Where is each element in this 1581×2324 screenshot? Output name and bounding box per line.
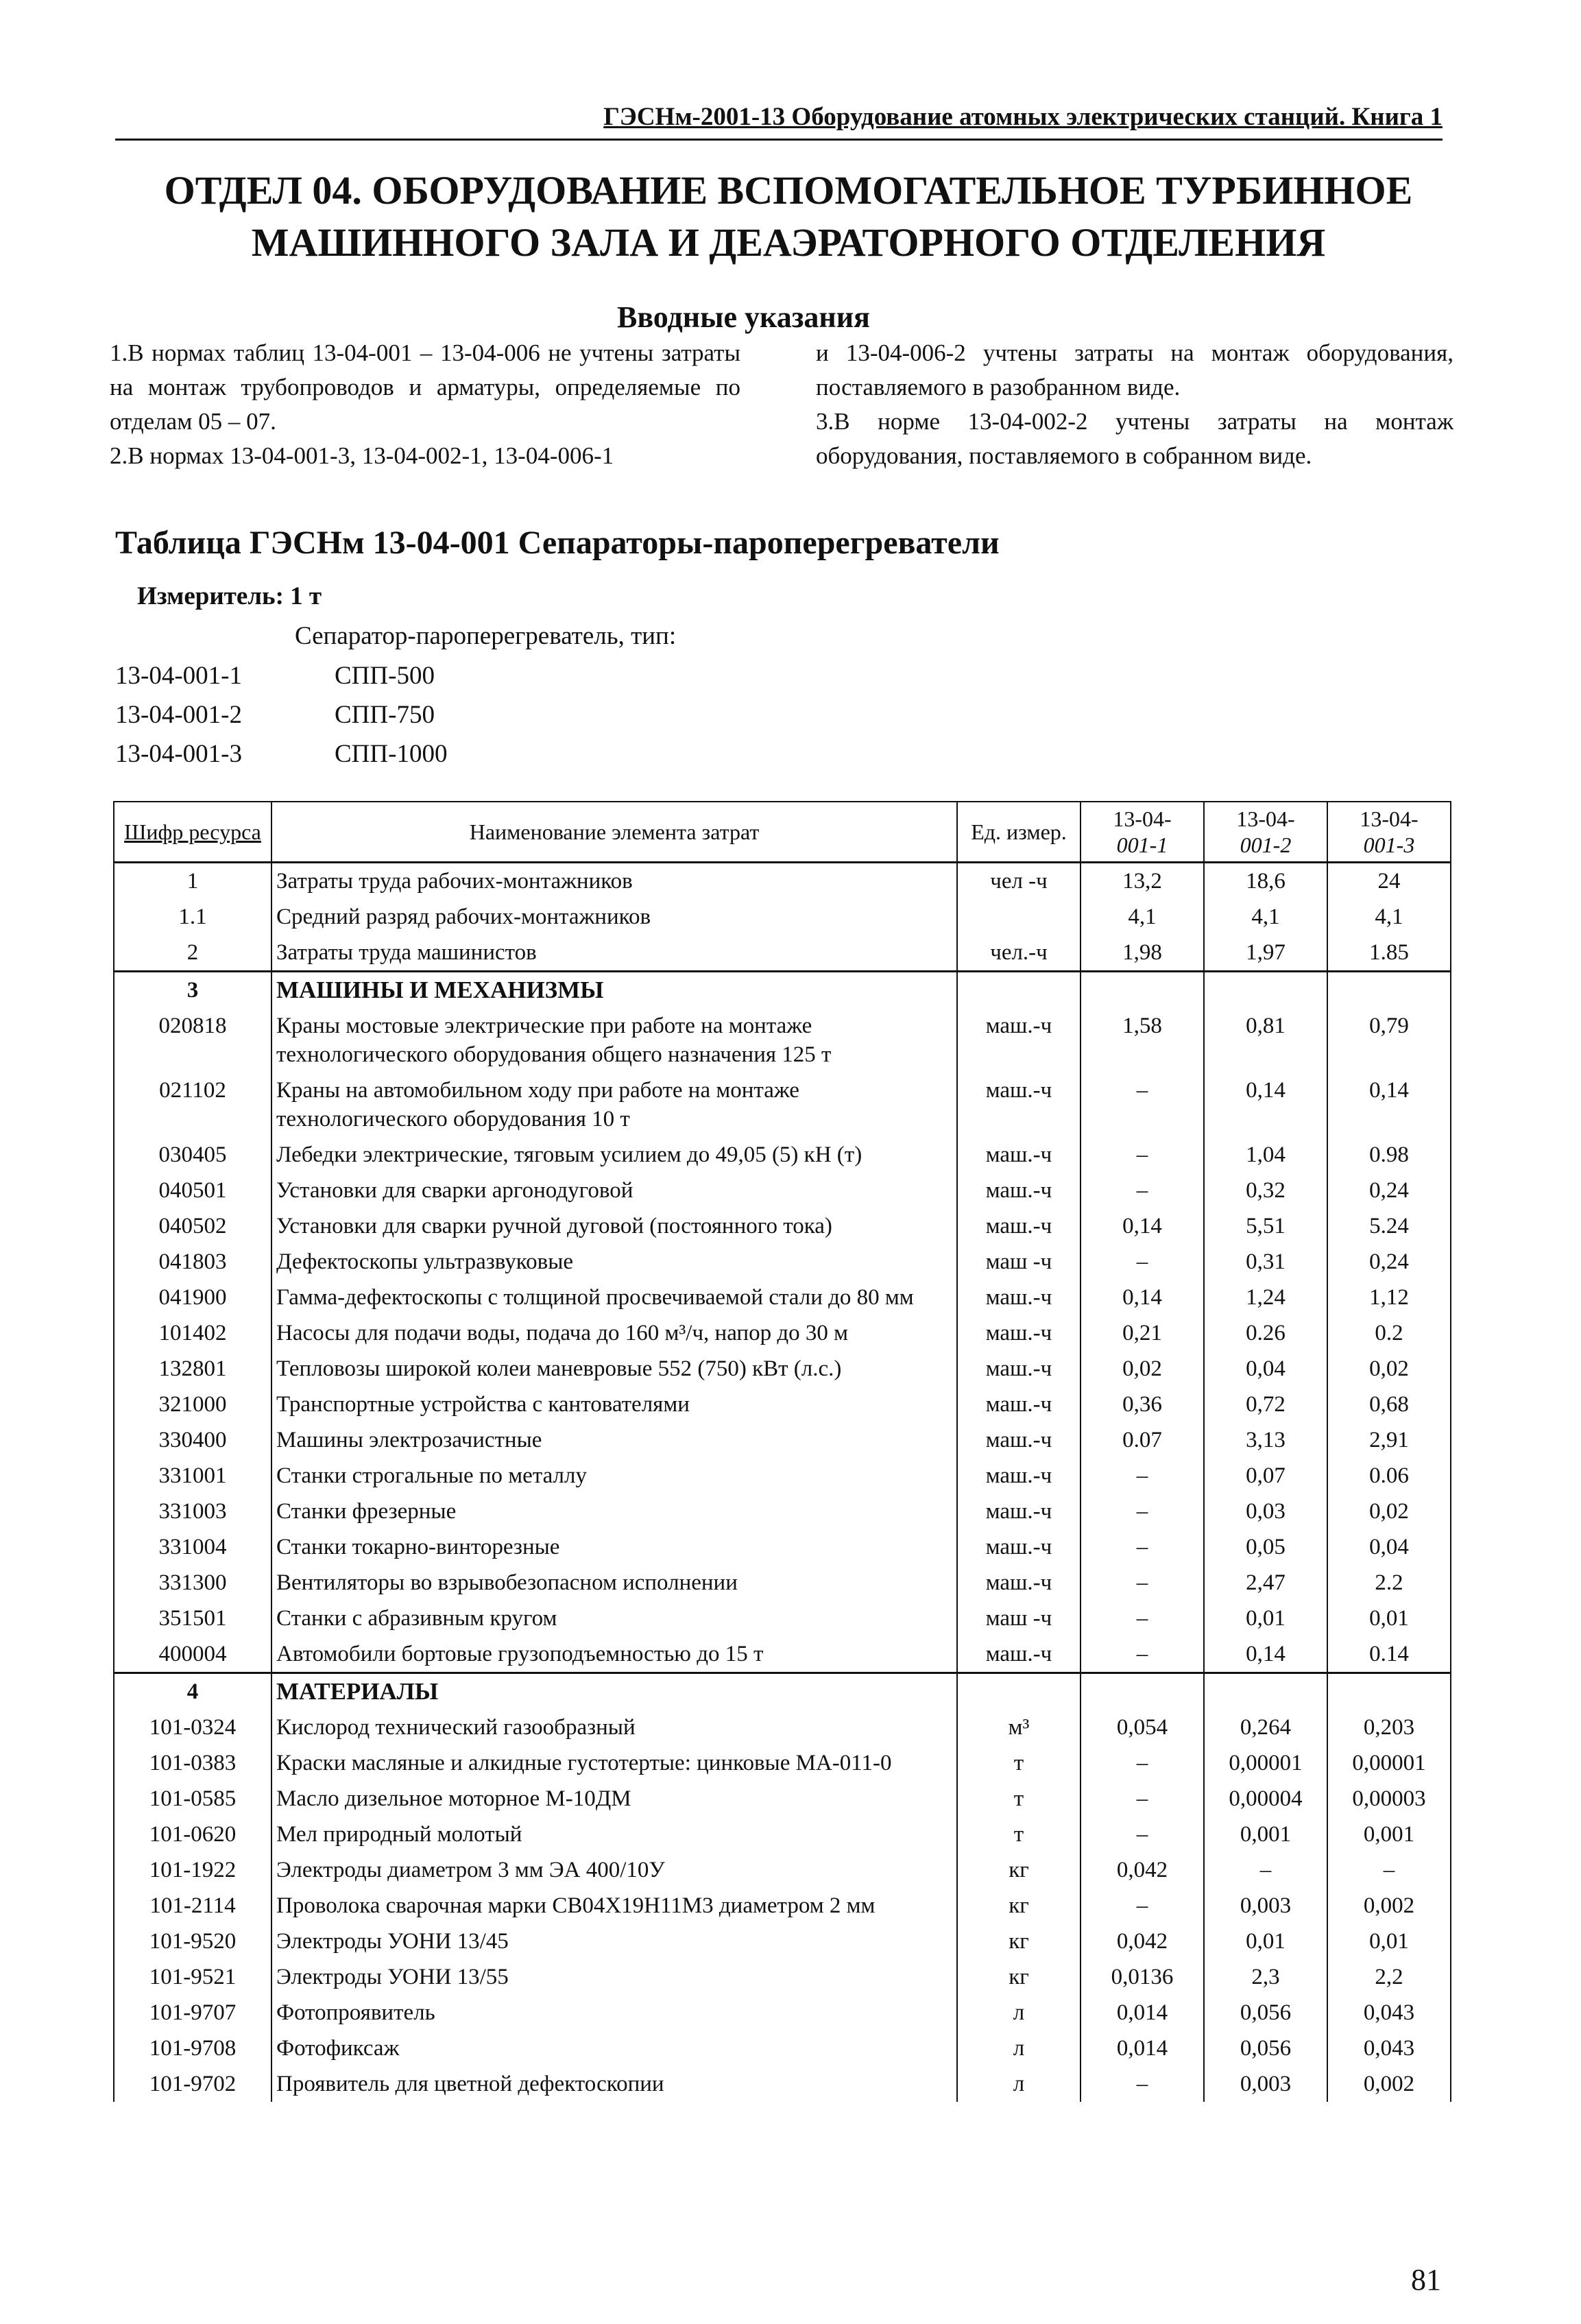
norm-2-value-cell: 0,07	[1204, 1458, 1327, 1494]
norm-3-value-cell: 0.2	[1327, 1315, 1451, 1351]
norm-1-value-cell: –	[1081, 1494, 1204, 1529]
table-row	[114, 1924, 1451, 1959]
cost-element-cell: Проволока сварочная марки СВ04Х19Н11М3 диаметром 2 мм	[271, 1888, 957, 1924]
norm-1-value-cell: 13,2	[1081, 863, 1204, 900]
norm-1-value-cell: –	[1081, 1529, 1204, 1565]
variant-row	[115, 695, 447, 734]
norm-2-value-cell: 1,24	[1204, 1280, 1327, 1315]
norm-1-value-cell: –	[1081, 1636, 1204, 1673]
table-row	[114, 2066, 1451, 2102]
header-resource-code: Шифр ресурса	[114, 802, 271, 863]
unit-cell: кг	[957, 1924, 1081, 1959]
table-row	[114, 1073, 1451, 1137]
cost-element-cell: Затраты труда машинистов	[271, 935, 957, 972]
cost-element-cell: Фотофиксаж	[271, 2030, 957, 2066]
cost-element-cell: Средний разряд рабочих-монтажников	[271, 899, 957, 935]
unit-cell: маш.-ч	[957, 1208, 1081, 1244]
norm-2-value-cell: 0,14	[1204, 1636, 1327, 1673]
norm-3-value-cell: 0,04	[1327, 1529, 1451, 1565]
resource-code-cell: 101-9707	[114, 1995, 271, 2030]
norm-3-value-cell: 0,02	[1327, 1351, 1451, 1387]
norm-1-value-cell: –	[1081, 1601, 1204, 1636]
intro-paragraph: 1.В нормах таблиц 13-04-001 – 13-04-006 не учтены затраты на монтаж трубопроводов и арматуры, определяемые по отделам 05 – 07.	[110, 339, 740, 435]
cost-element-cell: Краны на автомобильном ходу при работе на монтаже технологического оборудования 10 т	[271, 1073, 957, 1137]
table-row	[114, 1494, 1451, 1529]
norm-2-value-cell: 0,001	[1204, 1817, 1327, 1852]
section-row	[114, 1673, 1451, 1710]
table-header-row	[114, 802, 1451, 863]
norm-1-value-cell: 0,014	[1081, 2030, 1204, 2066]
norm-2-value-cell: 4,1	[1204, 899, 1327, 935]
resource-code-cell: 400004	[114, 1636, 271, 1673]
norm-3-value-cell: 0.98	[1327, 1137, 1451, 1173]
norm-3-value-cell: 0,79	[1327, 1008, 1451, 1073]
cost-element-cell: Гамма-дефектоскопы с толщиной просвечиваемой стали до 80 мм	[271, 1280, 957, 1315]
cost-element-cell: Дефектоскопы ультразвуковые	[271, 1244, 957, 1280]
cost-element-cell: Установки для сварки ручной дуговой (постоянного тока)	[271, 1208, 957, 1244]
table-row	[114, 1315, 1451, 1351]
norm-2-value-cell: 0.26	[1204, 1315, 1327, 1351]
norm-3-value-cell: 2,2	[1327, 1959, 1451, 1995]
norm-2-value-cell: 0,03	[1204, 1494, 1327, 1529]
variant-type-label: Сепаратор-пароперегреватель, тип:	[295, 622, 677, 650]
resource-code-cell: 330400	[114, 1422, 271, 1458]
resource-code-cell: 041803	[114, 1244, 271, 1280]
resource-code-cell: 020818	[114, 1008, 271, 1073]
unit-cell	[957, 899, 1081, 935]
variant-code: 13-04-001-3	[115, 740, 242, 768]
norm-1-value-cell: 0,36	[1081, 1387, 1204, 1422]
table-row	[114, 863, 1451, 900]
section-title-line-2: МАШИННОГО ЗАЛА И ДЕАЭРАТОРНОГО ОТДЕЛЕНИЯ	[251, 220, 1326, 265]
resource-code-cell: 040501	[114, 1173, 271, 1208]
norm-1-value-cell	[1081, 972, 1204, 1009]
cost-element-cell: Электроды УОНИ 13/55	[271, 1959, 957, 1995]
unit-cell: л	[957, 2066, 1081, 2102]
resource-norms-table	[113, 801, 1451, 2102]
variant-name: СПП-1000	[335, 740, 448, 768]
table-row	[114, 1280, 1451, 1315]
intro-heading: Вводные указания	[617, 300, 870, 334]
intro-paragraph: и 13-04-006-2 учтены затраты на монтаж оборудования, поставляемого в разобранном виде.	[816, 339, 1453, 400]
norm-1-value-cell: –	[1081, 1888, 1204, 1924]
cost-element-cell: Электроды УОНИ 13/45	[271, 1924, 957, 1959]
norm-2-value-cell: 0,72	[1204, 1387, 1327, 1422]
norm-2-value-cell: 1,04	[1204, 1137, 1327, 1173]
norm-3-value-cell: 0,01	[1327, 1601, 1451, 1636]
table-row	[114, 1636, 1451, 1673]
resource-code-cell: 101-0620	[114, 1817, 271, 1852]
cost-element-cell: Масло дизельное моторное М-10ДМ	[271, 1781, 957, 1817]
unit-cell: кг	[957, 1888, 1081, 1924]
variant-code: 13-04-001-2	[115, 701, 242, 729]
table-row	[114, 1458, 1451, 1494]
table-row	[114, 1529, 1451, 1565]
header-cost-element: Наименование элемента затрат	[271, 802, 957, 863]
norm-2-value-cell: 3,13	[1204, 1422, 1327, 1458]
variant-name: СПП-750	[335, 701, 435, 729]
unit-cell: маш.-ч	[957, 1137, 1081, 1173]
norm-1-value-cell: –	[1081, 1137, 1204, 1173]
header-norm-2-top: 13-04-	[1236, 806, 1295, 831]
norm-3-value-cell: 0,00003	[1327, 1781, 1451, 1817]
norm-1-value-cell: 0,14	[1081, 1208, 1204, 1244]
unit-cell: маш -ч	[957, 1601, 1081, 1636]
norm-2-value-cell	[1204, 972, 1327, 1009]
resource-code-cell: 1	[114, 863, 271, 900]
norm-2-value-cell: 0,264	[1204, 1710, 1327, 1745]
header-norm-3	[1327, 802, 1451, 863]
unit-cell: маш -ч	[957, 1244, 1081, 1280]
norm-1-value-cell: 1,58	[1081, 1008, 1204, 1073]
norm-1-value-cell: 0,042	[1081, 1852, 1204, 1888]
intro-right-column	[816, 336, 1453, 473]
norm-3-value-cell: 0.06	[1327, 1458, 1451, 1494]
unit-cell: маш.-ч	[957, 1008, 1081, 1073]
norm-1-value-cell: –	[1081, 2066, 1204, 2102]
unit-cell: т	[957, 1781, 1081, 1817]
header-norm-2	[1204, 802, 1327, 863]
norm-2-value-cell: 0,81	[1204, 1008, 1327, 1073]
table-row	[114, 1565, 1451, 1601]
table-row	[114, 935, 1451, 972]
norm-3-value-cell: 0.14	[1327, 1636, 1451, 1673]
norm-1-value-cell: 0,042	[1081, 1924, 1204, 1959]
cost-element-cell: Станки токарно-винторезные	[271, 1529, 957, 1565]
norm-1-value-cell: 4,1	[1081, 899, 1204, 935]
table-row	[114, 1173, 1451, 1208]
norm-2-value-cell: 0,31	[1204, 1244, 1327, 1280]
cost-element-cell: Тепловозы широкой колеи маневровые 552 (750) кВт (л.с.)	[271, 1351, 957, 1387]
resource-code-cell: 040502	[114, 1208, 271, 1244]
cost-element-cell: Краны мостовые электрические при работе на монтаже технологического оборудования общего назначения 125 т	[271, 1008, 957, 1073]
norm-2-value-cell: 0,003	[1204, 1888, 1327, 1924]
unit-cell: кг	[957, 1852, 1081, 1888]
table-title: Таблица ГЭСНм 13-04-001 Сепараторы-пароперегреватели	[115, 525, 1000, 561]
norm-2-value-cell: 2,3	[1204, 1959, 1327, 1995]
unit-cell: чел -ч	[957, 863, 1081, 900]
resource-code-cell: 1.1	[114, 899, 271, 935]
resource-code-cell: 351501	[114, 1601, 271, 1636]
table-row	[114, 1244, 1451, 1280]
variant-name: СПП-500	[335, 662, 435, 690]
norm-3-value-cell: 2,91	[1327, 1422, 1451, 1458]
cost-element-cell: Вентиляторы во взрывобезопасном исполнении	[271, 1565, 957, 1601]
table-row	[114, 1995, 1451, 2030]
cost-element-cell: МАТЕРИАЛЫ	[271, 1673, 957, 1710]
resource-code-cell: 101-0324	[114, 1710, 271, 1745]
unit-cell: маш.-ч	[957, 1073, 1081, 1137]
resource-code-cell: 321000	[114, 1387, 271, 1422]
norm-2-value-cell	[1204, 1673, 1327, 1710]
norm-3-value-cell: 0,14	[1327, 1073, 1451, 1137]
norm-2-value-cell: 0,00004	[1204, 1781, 1327, 1817]
norm-1-value-cell: –	[1081, 1565, 1204, 1601]
variant-list	[115, 656, 447, 774]
resource-code-cell: 101-9520	[114, 1924, 271, 1959]
norm-1-value-cell: 1,98	[1081, 935, 1204, 972]
cost-element-cell: Кислород технический газообразный	[271, 1710, 957, 1745]
cost-element-cell: Транспортные устройства с кантователями	[271, 1387, 957, 1422]
resource-code-cell: 101-9521	[114, 1959, 271, 1995]
norm-3-value-cell: 0,24	[1327, 1173, 1451, 1208]
norm-3-value-cell: 24	[1327, 863, 1451, 900]
norm-2-value-cell: 5,51	[1204, 1208, 1327, 1244]
table-row	[114, 1387, 1451, 1422]
section-title	[89, 165, 1488, 269]
unit-cell: маш.-ч	[957, 1351, 1081, 1387]
norm-3-value-cell	[1327, 972, 1451, 1009]
table-row	[114, 1137, 1451, 1173]
norm-1-value-cell: 0,21	[1081, 1315, 1204, 1351]
norm-1-value-cell: 0,054	[1081, 1710, 1204, 1745]
resource-code-cell: 3	[114, 972, 271, 1009]
norm-3-value-cell: 0,043	[1327, 1995, 1451, 2030]
norm-1-value-cell: 0,014	[1081, 1995, 1204, 2030]
table-row	[114, 1817, 1451, 1852]
norm-2-value-cell: 0,05	[1204, 1529, 1327, 1565]
unit-cell	[957, 972, 1081, 1009]
unit-cell: маш.-ч	[957, 1422, 1081, 1458]
table-row	[114, 1852, 1451, 1888]
cost-element-cell: Проявитель для цветной дефектоскопии	[271, 2066, 957, 2102]
header-norm-1-bottom: 001-1	[1116, 832, 1168, 857]
resource-code-cell: 331004	[114, 1529, 271, 1565]
unit-cell: чел.-ч	[957, 935, 1081, 972]
cost-element-cell: Станки фрезерные	[271, 1494, 957, 1529]
intro-paragraph: 3.В норме 13-04-002-2 учтены затраты на монтаж оборудования, поставляемого в собранном виде.	[816, 408, 1453, 469]
norm-3-value-cell: 0,01	[1327, 1924, 1451, 1959]
resource-code-cell: 331300	[114, 1565, 271, 1601]
norm-3-value-cell: 0,002	[1327, 1888, 1451, 1924]
resource-code-cell: 331003	[114, 1494, 271, 1529]
table-row	[114, 899, 1451, 935]
unit-cell: т	[957, 1817, 1081, 1852]
running-header: ГЭСНм-2001-13 Оборудование атомных электрических станций. Книга 1	[115, 96, 1443, 141]
table-body	[114, 863, 1451, 2103]
unit-cell: маш.-ч	[957, 1636, 1081, 1673]
header-norm-3-top: 13-04-	[1360, 806, 1419, 831]
cost-element-cell: Фотопроявитель	[271, 1995, 957, 2030]
header-norm-1-top: 13-04-	[1113, 806, 1172, 831]
norm-1-value-cell: 0,14	[1081, 1280, 1204, 1315]
unit-cell: маш.-ч	[957, 1529, 1081, 1565]
norm-3-value-cell: 0,203	[1327, 1710, 1451, 1745]
resource-code-cell: 101-9702	[114, 2066, 271, 2102]
unit-cell: маш.-ч	[957, 1387, 1081, 1422]
table-row	[114, 1208, 1451, 1244]
header-unit: Ед. измер.	[957, 802, 1081, 863]
header-norm-1	[1081, 802, 1204, 863]
header-norm-3-bottom: 001-3	[1363, 832, 1415, 857]
resource-code-cell: 4	[114, 1673, 271, 1710]
norm-3-value-cell: 0,001	[1327, 1817, 1451, 1852]
norm-2-value-cell: 1,97	[1204, 935, 1327, 972]
norm-1-value-cell: –	[1081, 1073, 1204, 1137]
norm-3-value-cell: 1.85	[1327, 935, 1451, 972]
norm-2-value-cell: 2,47	[1204, 1565, 1327, 1601]
resource-code-cell: 101-1922	[114, 1852, 271, 1888]
page-number: 81	[1411, 2263, 1441, 2297]
cost-element-cell: Установки для сварки аргонодуговой	[271, 1173, 957, 1208]
norm-2-value-cell: 0,04	[1204, 1351, 1327, 1387]
section-row	[114, 972, 1451, 1009]
norm-2-value-cell: 0,01	[1204, 1601, 1327, 1636]
norm-2-value-cell: 0,00001	[1204, 1745, 1327, 1781]
norm-1-value-cell: –	[1081, 1745, 1204, 1781]
unit-cell	[957, 1673, 1081, 1710]
norm-2-value-cell: 0,01	[1204, 1924, 1327, 1959]
cost-element-cell: Станки с абразивным кругом	[271, 1601, 957, 1636]
unit-cell: кг	[957, 1959, 1081, 1995]
cost-element-cell: Мел природный молотый	[271, 1817, 957, 1852]
table-row	[114, 1959, 1451, 1995]
norm-3-value-cell: –	[1327, 1852, 1451, 1888]
section-title-line-1: ОТДЕЛ 04. ОБОРУДОВАНИЕ ВСПОМОГАТЕЛЬНОЕ ТУРБИННОЕ	[164, 168, 1413, 213]
unit-cell: маш.-ч	[957, 1458, 1081, 1494]
cost-element-cell: Машины электрозачистные	[271, 1422, 957, 1458]
cost-element-cell: МАШИНЫ И МЕХАНИЗМЫ	[271, 972, 957, 1009]
norm-2-value-cell: 0,056	[1204, 2030, 1327, 2066]
norm-1-value-cell: –	[1081, 1173, 1204, 1208]
intro-left-column	[110, 336, 740, 473]
resource-code-cell: 2	[114, 935, 271, 972]
table-row	[114, 1351, 1451, 1387]
resource-code-cell: 041900	[114, 1280, 271, 1315]
norm-3-value-cell: 5.24	[1327, 1208, 1451, 1244]
resource-code-cell: 030405	[114, 1137, 271, 1173]
norm-2-value-cell: 0,056	[1204, 1995, 1327, 2030]
norm-3-value-cell: 0,02	[1327, 1494, 1451, 1529]
norm-3-value-cell: 2.2	[1327, 1565, 1451, 1601]
resource-code-cell: 132801	[114, 1351, 271, 1387]
norm-3-value-cell: 0,00001	[1327, 1745, 1451, 1781]
norm-1-value-cell: 0,02	[1081, 1351, 1204, 1387]
table-row	[114, 1422, 1451, 1458]
cost-element-cell: Автомобили бортовые грузоподъемностью до 15 т	[271, 1636, 957, 1673]
resource-code-cell: 101-0383	[114, 1745, 271, 1781]
table-row	[114, 1781, 1451, 1817]
norm-2-value-cell: 18,6	[1204, 863, 1327, 900]
variant-row	[115, 656, 447, 695]
norm-3-value-cell: 0,68	[1327, 1387, 1451, 1422]
cost-element-cell: Лебедки электрические, тяговым усилием до 49,05 (5) кН (т)	[271, 1137, 957, 1173]
norm-3-value-cell: 4,1	[1327, 899, 1451, 935]
norm-2-value-cell: 0,32	[1204, 1173, 1327, 1208]
resource-code-cell: 101-2114	[114, 1888, 271, 1924]
table-row	[114, 1888, 1451, 1924]
table-row	[114, 2030, 1451, 2066]
norm-1-value-cell: –	[1081, 1817, 1204, 1852]
unit-cell: маш.-ч	[957, 1315, 1081, 1351]
norm-3-value-cell	[1327, 1673, 1451, 1710]
norm-1-value-cell: 0.07	[1081, 1422, 1204, 1458]
norm-3-value-cell: 0,043	[1327, 2030, 1451, 2066]
unit-cell: маш.-ч	[957, 1494, 1081, 1529]
norm-1-value-cell: –	[1081, 1244, 1204, 1280]
norm-3-value-cell: 1,12	[1327, 1280, 1451, 1315]
norm-2-value-cell: –	[1204, 1852, 1327, 1888]
table-row	[114, 1601, 1451, 1636]
resource-code-cell: 021102	[114, 1073, 271, 1137]
norm-2-value-cell: 0,14	[1204, 1073, 1327, 1137]
intro-paragraph: 2.В нормах 13-04-001-3, 13-04-002-1, 13-04-006-1	[110, 442, 614, 469]
cost-element-cell: Станки строгальные по металлу	[271, 1458, 957, 1494]
unit-cell: л	[957, 1995, 1081, 2030]
cost-element-cell: Электроды диаметром 3 мм ЭА 400/10У	[271, 1852, 957, 1888]
unit-cell: л	[957, 2030, 1081, 2066]
norm-1-value-cell	[1081, 1673, 1204, 1710]
norm-3-value-cell: 0,24	[1327, 1244, 1451, 1280]
table-row	[114, 1008, 1451, 1073]
table-row	[114, 1710, 1451, 1745]
unit-cell: т	[957, 1745, 1081, 1781]
header-norm-2-bottom: 001-2	[1240, 832, 1292, 857]
norm-2-value-cell: 0,003	[1204, 2066, 1327, 2102]
measure-unit: Измеритель: 1 т	[137, 582, 322, 610]
resource-code-cell: 101-0585	[114, 1781, 271, 1817]
norm-1-value-cell: 0,0136	[1081, 1959, 1204, 1995]
resource-code-cell: 101402	[114, 1315, 271, 1351]
resource-code-cell: 331001	[114, 1458, 271, 1494]
cost-element-cell: Насосы для подачи воды, подача до 160 м³/ч, напор до 30 м	[271, 1315, 957, 1351]
unit-cell: маш.-ч	[957, 1280, 1081, 1315]
unit-cell: м³	[957, 1710, 1081, 1745]
unit-cell: маш.-ч	[957, 1173, 1081, 1208]
cost-element-cell: Краски масляные и алкидные густотертые: цинковые МА-011-0	[271, 1745, 957, 1781]
norm-3-value-cell: 0,002	[1327, 2066, 1451, 2102]
variant-row	[115, 734, 447, 774]
cost-element-cell: Затраты труда рабочих-монтажников	[271, 863, 957, 900]
norm-1-value-cell: –	[1081, 1781, 1204, 1817]
unit-cell: маш.-ч	[957, 1565, 1081, 1601]
resource-code-cell: 101-9708	[114, 2030, 271, 2066]
table-row	[114, 1745, 1451, 1781]
norm-1-value-cell: –	[1081, 1458, 1204, 1494]
variant-code: 13-04-001-1	[115, 662, 242, 690]
